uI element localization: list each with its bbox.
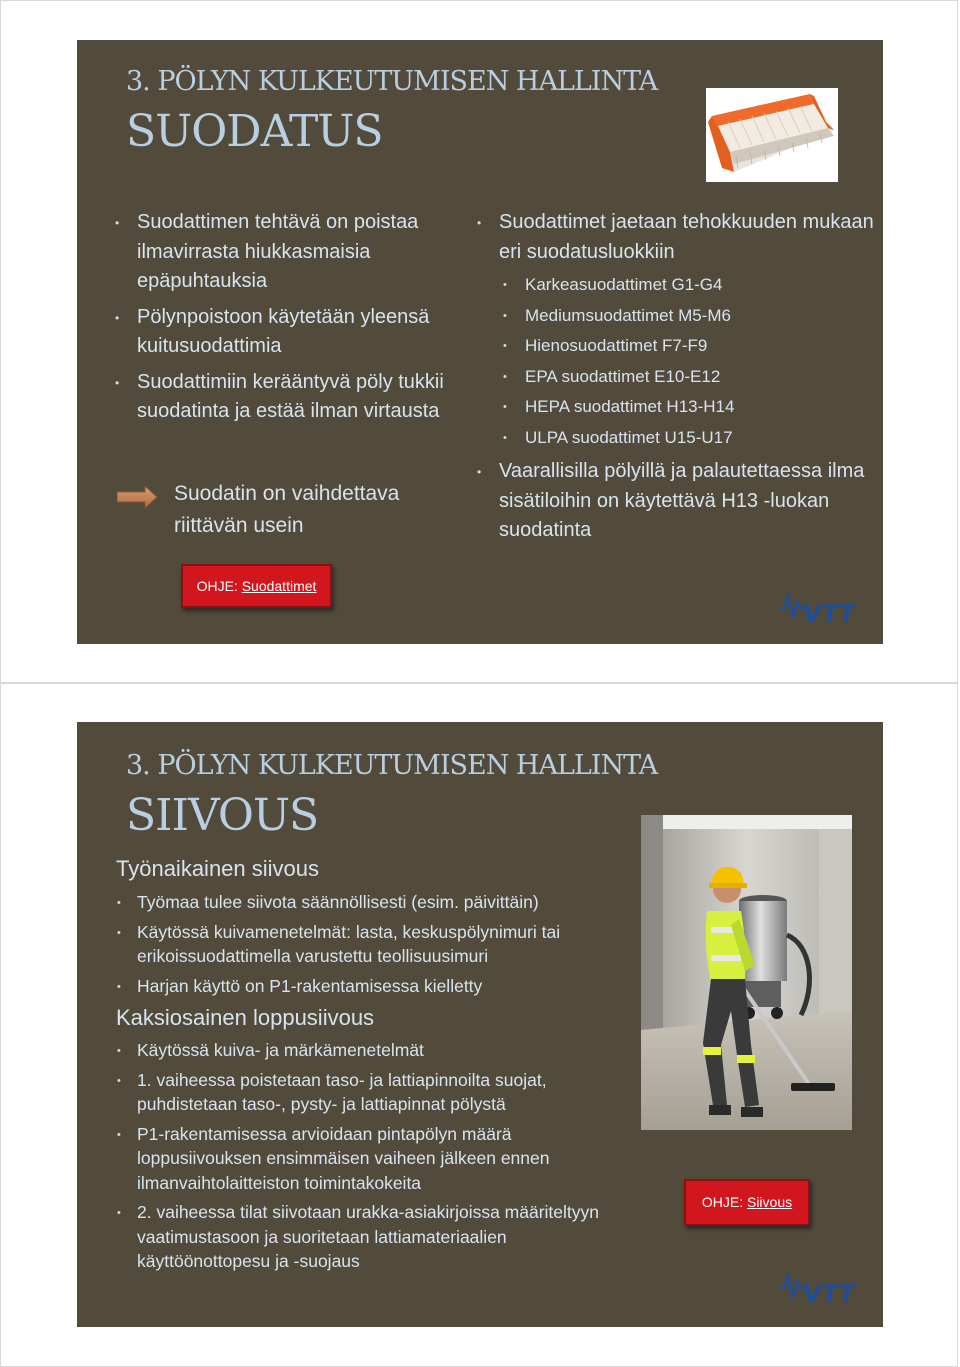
bullet-icon: • [117,980,121,993]
list-item: • P1-rakentamisessa arvioidaan pintapölyn määrä loppusiivouksen ensimmäisen vaiheen jälkeen ennen ilmanvaihtolaitteiston toimintakokeita [117,1123,550,1193]
vtt-logo [779,592,857,626]
list-item: • Käytössä kuivamenetelmät: lasta, keskuspölynimuri tai erikoissuodattimella varustettu teollisuusimuri [117,921,561,966]
arrow-note: Suodatin on vaihdettava riittävän usein [174,482,400,537]
list-item: • Suodattimen tehtävä on poistaa ilmavirrasta hiukkasmaisia epäpuhtauksia [115,211,419,292]
right-bullet-list [477,208,877,549]
cleaning-worker-photo [641,815,852,1130]
list-item: • Suodattimet jaetaan tehokkuuden mukaan eri suodatusluokkiin [477,211,874,263]
list-item: • Pölynpoistoon käytetään yleensä kuitusuodattimia [115,305,430,357]
bullet-icon: • [117,1128,121,1141]
suodattimet-link[interactable]: Suodattimet [241,578,317,594]
filter-class-item: • Mediumsuodattimet M5-M6 [477,301,877,332]
list-item: • Harjan käyttö on P1-rakentamisessa kielletty [117,974,617,999]
bullet-icon: • [503,340,507,352]
section-title: 3. PÖLYN KULKEUTUMISEN HALLINTA [126,66,658,97]
bullet-icon: • [115,310,120,325]
bullet-icon: • [477,216,482,230]
section-title: 3. PÖLYN KULKEUTUMISEN HALLINTA [126,750,658,781]
bullet-icon: • [117,1207,121,1219]
filter-class-item: • Hienosuodattimet F7-F9 [477,331,877,362]
bullet-icon: • [503,370,507,383]
list-item: • Suodattimiin kerääntyvä pöly tukkii suodatinta ja estää ilman virtausta [115,370,444,422]
slide-title: SUODATUS [126,106,383,157]
filter-class-item: • EPA suodattimet E10-E12 [477,362,877,393]
siivous-link[interactable]: Siivous [746,1194,793,1210]
ohje-siivous-button[interactable]: OHJE: Siivous [684,1179,810,1226]
bullet-icon: • [117,1074,121,1087]
bullet-icon: • [117,926,121,939]
svg-text:VTT: VTT [803,600,855,626]
bullet-list-tyonaikainen [117,890,617,1003]
bullet-icon: • [115,216,120,230]
list-item: • 2. vaiheessa tilat siivotaan urakka-asiakirjoissa määriteltyyn vaatimustasoon ja suoritetaan lattiamateriaalien käyttöönottopesu ja -suojaus [117,1202,600,1271]
left-bullet-list [115,208,455,433]
bullet-icon: • [477,465,482,479]
list-item: • Käytössä kuiva- ja märkämenetelmät [117,1038,627,1063]
vtt-logo [779,1272,857,1306]
vtt-logo-graphic [779,1272,857,1306]
slide-title: SIIVOUS [126,790,319,841]
bullet-list-loppusiivous [117,1038,627,1279]
slide-siivous [77,722,883,1327]
bullet-icon: • [503,279,507,291]
arrow-right-icon [117,486,157,508]
air-filter-photo [706,88,838,182]
subheading-kaksiosainen: Kaksiosainen loppusiivous [116,1005,375,1030]
bullet-icon: • [115,375,120,390]
filter-class-item: • ULPA suodattimet U15-U17 [477,423,877,454]
bullet-icon: • [503,431,507,444]
slide-suodatus [77,40,883,644]
svg-text:VTT: VTT [803,1280,855,1306]
vtt-logo-graphic [779,592,857,626]
list-item: • Työmaa tulee siivota säännöllisesti (esim. päivittäin) [117,890,617,915]
list-item: • 1. vaiheessa poistetaan taso- ja lattiapinnoilta suojat, puhdistetaan taso-, pysty- ja lattiapinnat pölystä [117,1069,547,1114]
bullet-icon: • [503,309,507,322]
bullet-icon: • [117,1045,121,1057]
bullet-icon: • [117,897,121,909]
list-item: • Vaarallisilla pölyillä ja palautettaessa ilma sisätiloihin on käytettävä H13 -luokan suodatinta [477,460,865,541]
filter-class-item: • HEPA suodattimet H13-H14 [477,392,877,423]
subheading-tyonaikainen: Työnaikainen siivous [116,856,320,881]
ohje-suodattimet-button[interactable]: OHJE: Suodattimet [181,564,332,608]
filter-class-item: • Karkeasuodattimet G1-G4 [477,270,877,301]
bullet-icon: • [503,401,507,413]
